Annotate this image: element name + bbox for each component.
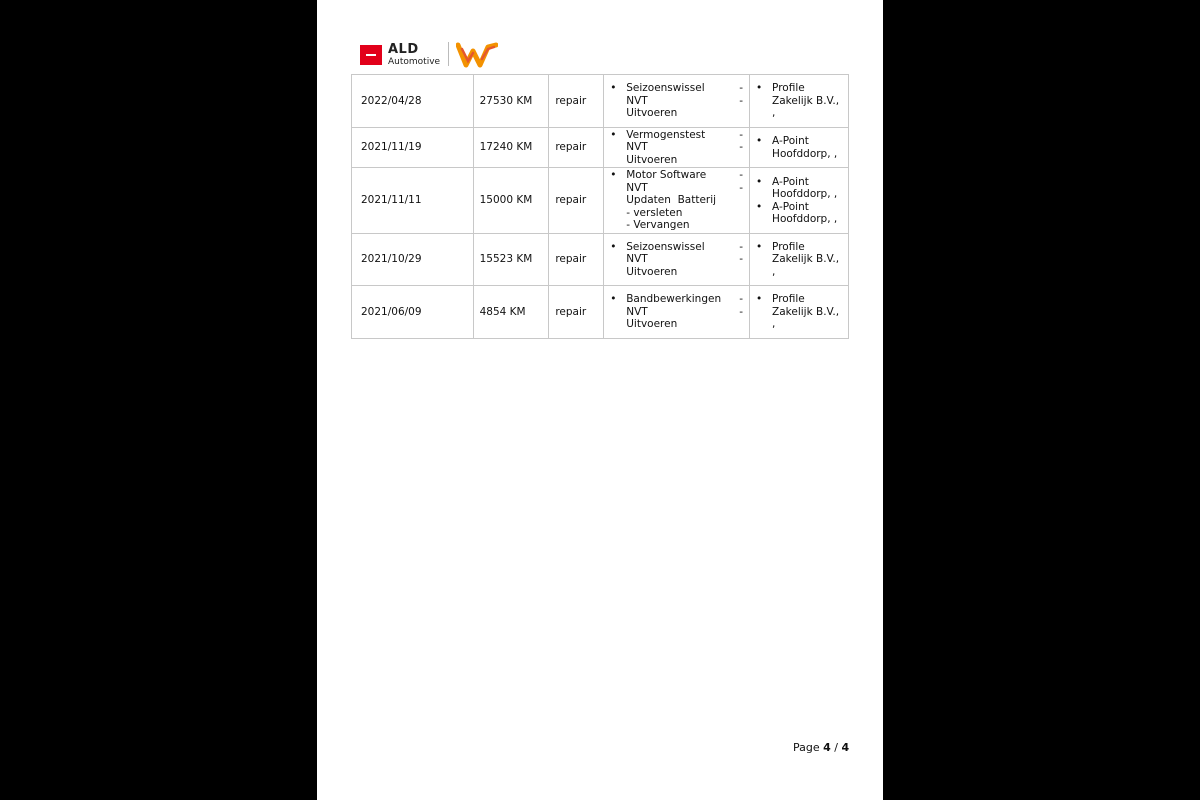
activity-action: Uitvoeren [626,265,678,278]
cell-garage [750,234,849,286]
activity-action: - Vervangen [626,219,690,232]
cell-type: repair [549,234,604,286]
cell-mileage: 15523 KM [473,234,549,286]
activity-dash: - [739,94,744,107]
activity-dash: - [739,82,744,95]
cell-mileage: 27530 KM [473,75,549,128]
cell-type: repair [549,168,604,234]
cell-garage [750,75,849,128]
cell-activities [604,286,750,339]
table-row [352,234,849,286]
activity-status: NVT [626,94,648,107]
cell-date: 2021/11/11 [352,168,474,234]
cell-type: repair [549,286,604,339]
garage-item: • Profile Zakelijk B.V., , [756,293,842,331]
table-row [352,168,849,234]
table-row [352,128,849,168]
activity-item [610,241,743,279]
activity-dash: - [739,253,744,266]
page-current: 4 [823,741,831,754]
activity-dash: - [739,169,744,182]
cell-date: 2021/11/19 [352,128,474,168]
ald-brand-name: ALD [388,42,419,57]
cell-garage [750,128,849,168]
activity-status: NVT [626,141,648,154]
cell-mileage: 17240 KM [473,128,549,168]
activity-item [610,129,743,167]
cell-garage [750,286,849,339]
cell-activities [604,128,750,168]
activity-action: - versleten [626,206,683,219]
activity-action: Uitvoeren [626,153,678,166]
activity-title: • Vermogenstest [626,128,706,141]
activity-title: • Seizoenswissel [626,240,705,253]
garage-item: • A-Point Hoofddorp, , [756,176,842,201]
page-number [793,741,849,754]
garage-item: • Profile Zakelijk B.V., , [756,82,842,120]
activity-item [610,293,743,331]
activity-dash: - [739,305,744,318]
cell-date: 2021/10/29 [352,234,474,286]
document-page [317,0,883,800]
activity-status: NVT [626,253,648,266]
activity-title: • Motor Software [626,169,707,182]
activity-dash: - [739,240,744,253]
maintenance-history-table [351,74,849,339]
garage-item: • A-Point Hoofddorp, , [756,201,842,226]
cell-activities [604,168,750,234]
table-row [352,286,849,339]
cell-mileage: 4854 KM [473,286,549,339]
activity-dash: - [739,128,744,141]
activity-action: Uitvoeren [626,107,678,120]
ald-logo-mark [360,45,382,65]
activity-item [610,169,743,232]
activity-title: • Seizoenswissel [626,82,705,95]
table-row [352,75,849,128]
cell-date: 2021/06/09 [352,286,474,339]
page-separator: / [834,741,839,754]
activity-action: Uitvoeren [626,318,678,331]
activity-dash: - [739,293,744,306]
logo-divider [448,42,449,66]
cell-mileage: 15000 KM [473,168,549,234]
page-total: 4 [841,741,850,754]
page-label: Page [793,741,820,754]
cell-type: repair [549,75,604,128]
ald-brand-subtitle: Automotive [388,57,441,67]
activity-dash: - [739,141,744,154]
activity-title: • Bandbewerkingen [626,293,722,306]
garage-item: • Profile Zakelijk B.V., , [756,241,842,279]
w-logo-icon [456,41,498,69]
activity-item [610,82,743,120]
activity-status: NVT [626,181,648,194]
activity-dash: - [739,181,744,194]
cell-type: repair [549,128,604,168]
activity-status: NVT [626,305,648,318]
cell-activities [604,75,750,128]
cell-garage [750,168,849,234]
garage-item: • A-Point Hoofddorp, , [756,135,842,160]
header-logos [360,42,520,68]
activity-action: Updaten Batterij [626,194,717,207]
cell-activities [604,234,750,286]
cell-date: 2022/04/28 [352,75,474,128]
